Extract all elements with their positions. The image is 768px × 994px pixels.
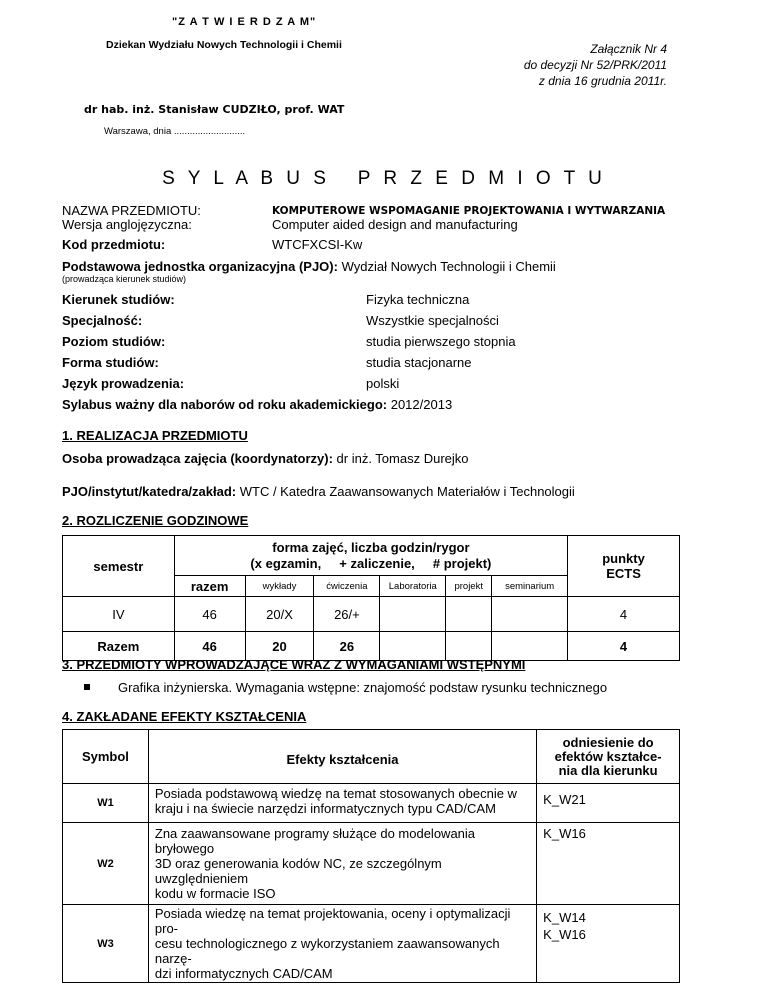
reference-code: K_W14 [543,910,586,925]
details-value-0: Fizyka techniczna [366,292,470,307]
dean-title: Dziekan Wydziału Nowych Technologii i Chemii [106,39,342,51]
cell-laboratoria [380,597,446,632]
subcol-projekt: projekt [446,576,492,597]
details-value-1: Wszystkie specjalności [366,313,499,328]
subcol-cwiczenia: ćwiczenia [314,576,380,597]
cell-effect [148,905,536,983]
details-value-3: studia stacjonarne [366,355,472,370]
annex-line-3: z dnia 16 grudnia 2011r. [538,74,667,88]
table-row [63,597,680,632]
subcol-wyklady: wykłady [245,576,314,597]
cell-ects: 4 [568,632,680,661]
reference-code: K_W16 [543,826,586,841]
cell-symbol: W2 [63,823,149,905]
col-semestr: semestr [63,536,175,597]
cell-wyklady: 20/X [245,597,314,632]
annex-line-2: do decyzji Nr 52/PRK/2011 [523,58,667,72]
english-value: Computer aided design and manufacturing [272,217,518,232]
cell-semestr: Razem [63,632,175,661]
form-header-line2: (x egzamin, + zaliczenie, # projekt) [250,555,492,571]
validity-label: Sylabus ważny dla naborów od roku akademickiego: [62,397,388,412]
col-ects: punkty ECTS [568,536,680,597]
effect-line: kodu w formacie ISO [154,886,276,901]
subcol-laboratoria: Laboratoria [380,576,446,597]
cell-cwiczenia: 26/+ [314,597,380,632]
unit-label: PJO/instytut/katedra/zakład: [62,484,237,499]
col-reference [537,730,680,784]
cell-razem: 46 [174,632,245,661]
cell-effect [148,823,536,905]
section2-heading: 2. ROZLICZENIE GODZINOWE [62,513,249,528]
pjo-label: Podstawowa jednostka organizacyjna (PJO): [62,259,338,274]
reference-code: K_W16 [543,927,586,942]
details-label-2: Poziom studiów: [62,334,166,349]
subcol-seminarium: seminarium [492,576,568,597]
validity-line [62,397,452,412]
coordinator-line [62,451,469,466]
section1-heading: 1. REALIZACJA PRZEDMIOTU [62,428,248,443]
effect-line: Posiada wiedzę na temat projektowania, oceny i optymalizacji pro- [154,906,511,936]
details-label-1: Specjalność: [62,313,143,328]
cell-projekt [446,597,492,632]
table-row [63,784,680,823]
cell-seminarium [492,597,568,632]
cell-semestr: IV [63,597,175,632]
course-name-label: NAZWA PRZEDMIOTU: [62,203,201,218]
cell-ects: 4 [568,597,680,632]
cell-wyklady: 20 [245,632,314,661]
cell-reference [537,823,680,905]
signatory: dr hab. inż. Stanisław CUDZIŁO, prof. WAT [84,103,345,116]
cell-razem: 46 [174,597,245,632]
effect-line: Zna zaawansowane programy służące do modelowania bryłowego [154,826,476,856]
effect-line: dzi informatycznych CAD/CAM [154,966,333,981]
bullet-icon [84,684,90,690]
pjo-value: Wydział Nowych Technologii i Chemii [341,259,556,274]
form-header-line1: forma zajęć, liczba godzin/rygor [272,539,470,555]
page-title: S Y L A B U S P R Z E D M I O T U [162,168,606,189]
cell-symbol: W3 [63,905,149,983]
col-reference-line3: nia dla kierunku [558,762,658,778]
unit-line [62,484,575,499]
subcol-razem: razem [174,576,245,597]
details-value-4: polski [366,376,400,391]
section4-heading: 4. ZAKŁADANE EFEKTY KSZTAŁCENIA [62,709,307,724]
course-code-label: Kod przedmiotu: [62,237,166,252]
coordinator-value: dr inż. Tomasz Durejko [336,451,469,466]
details-label-4: Język prowadzenia: [62,376,185,391]
table-row [63,905,680,983]
coordinator-label: Osoba prowadząca zajęcia (koordynatorzy): [62,451,333,466]
validity-value: 2012/2013 [390,397,453,412]
course-code-value: WTCFXCSI-Kw [272,237,363,252]
col-reference-line2: efektów kształce- [554,748,662,764]
col-reference-line1: odniesienie do [562,734,654,750]
annex-line-1: Załącznik Nr 4 [590,42,667,56]
pjo-note: (prowadząca kierunek studiów) [62,274,187,284]
cell-reference [537,905,680,983]
details-value-2: studia pierwszego stopnia [366,334,516,349]
prerequisite-text: Grafika inżynierska. Wymagania wstępne: znajomość podstaw rysunku technicznego [118,680,608,695]
reference-code: K_W21 [543,792,586,807]
hours-table [62,535,680,661]
cell-effect [148,784,536,823]
effect-line: 3D oraz generowania kodów NC, ze szczególnym uwzględnieniem [154,856,442,886]
english-label: Wersja anglojęzyczna: [62,217,192,232]
effect-line: kraju i na świecie narzędzi informatycznych typu CAD/CAM [154,801,496,816]
details-label-3: Forma studiów: [62,355,159,370]
cell-cwiczenia: 26 [314,632,380,661]
table-row [63,823,680,905]
effect-line: Posiada podstawową wiedzę na temat stosowanych obecnie w [154,786,517,801]
effects-table [62,729,680,983]
pjo-line [62,259,556,274]
cell-symbol: W1 [63,784,149,823]
col-symbol: Symbol [63,730,149,784]
col-effects: Efekty kształcenia [148,730,536,784]
date-line: Warszawa, dnia ........................... [104,126,246,137]
effect-line: cesu technologicznego z wykorzystaniem zaawansowanych narzę- [154,936,500,966]
unit-value: WTC / Katedra Zaawansowanych Materiałów i Technologii [239,484,575,499]
course-name-value: KOMPUTEROWE WSPOMAGANIE PROJEKTOWANIA I WYTWARZANIA [272,205,666,217]
section3-heading: 3. PRZEDMIOTY WPROWADZAJĄCE WRAZ Z WYMAGANIAMI WSTĘPNYMI [62,657,526,672]
approval-title: "Z A T W I E R D Z A M" [172,16,317,28]
form-header [174,536,567,576]
details-label-0: Kierunek studiów: [62,292,175,307]
cell-reference [537,784,680,823]
